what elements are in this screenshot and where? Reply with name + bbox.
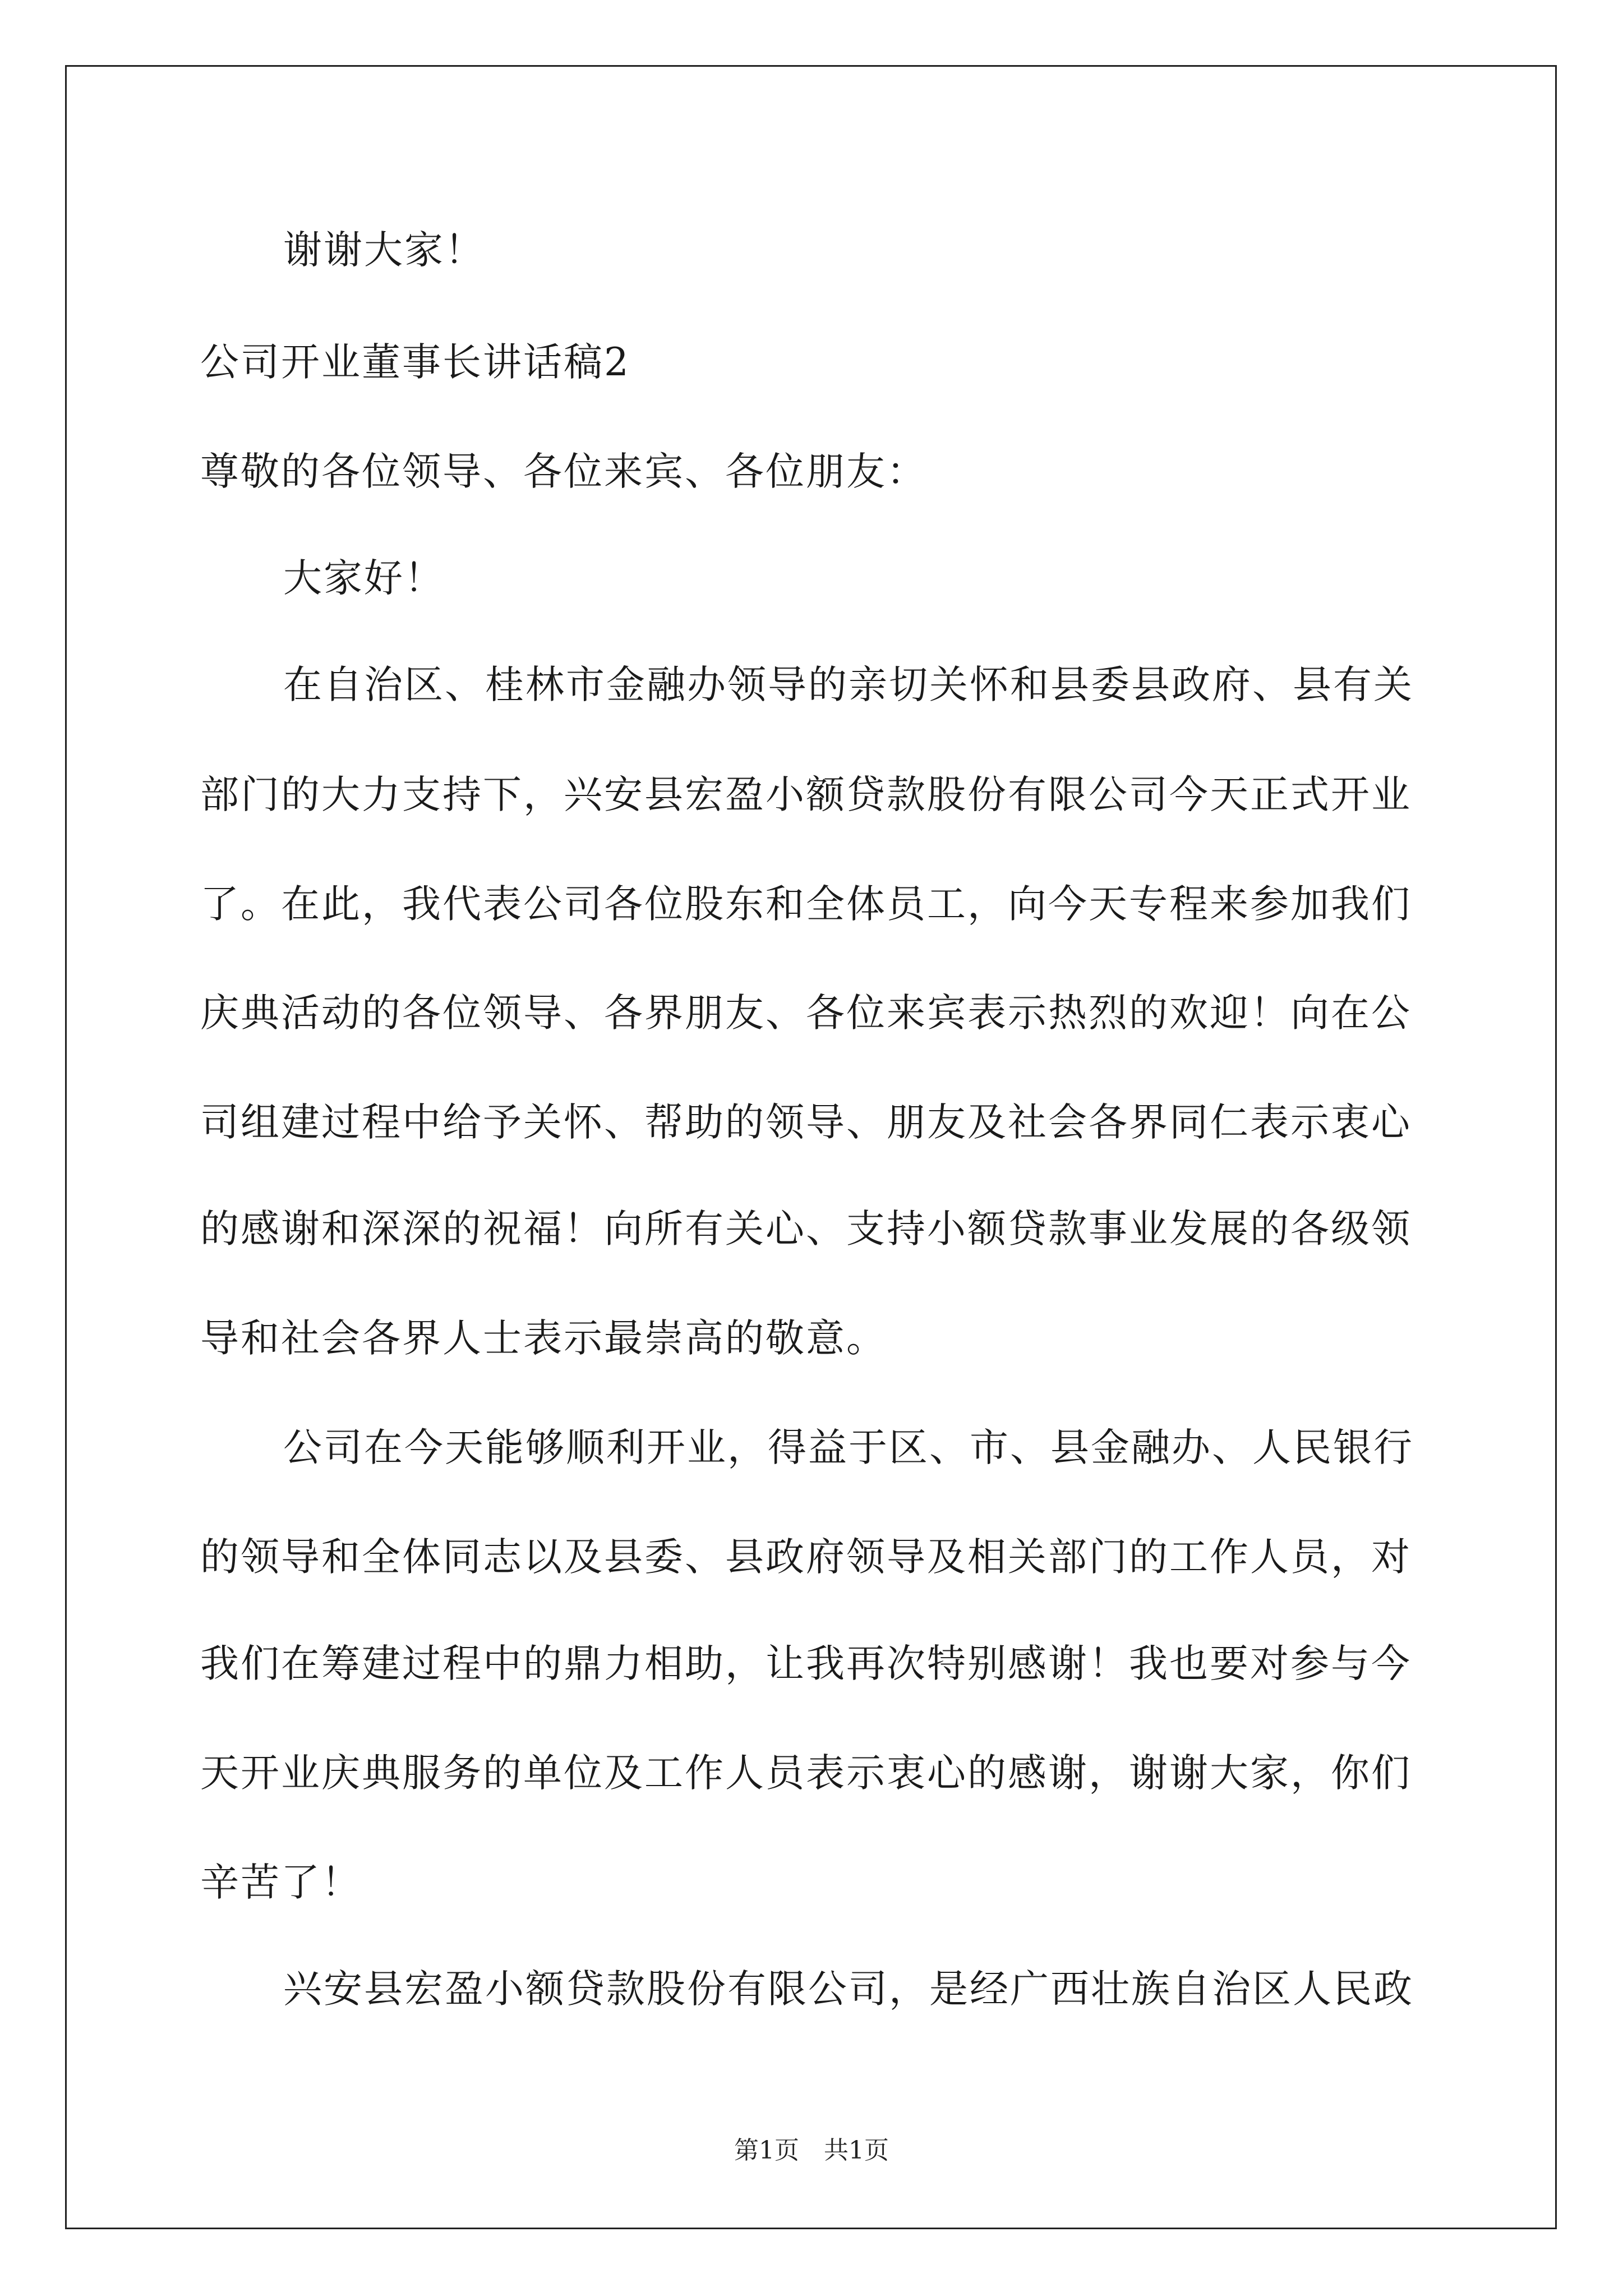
greeting: 大家好！ — [283, 556, 445, 601]
paragraph-1-line-5: 司组建过程中给予关怀、帮助的领导、朋友及社会各界同仁表示衷心 — [200, 1100, 1412, 1145]
paragraph-2-line-4: 天开业庆典服务的单位及工作人员表示衷心的感谢，谢谢大家，你们 — [200, 1751, 1412, 1796]
paragraph-2-line-1: 公司在今天能够顺利开业，得益于区、市、县金融办、人民银行 — [283, 1425, 1414, 1470]
paragraph-1-line-6: 的感谢和深深的祝福！向所有关心、支持小额贷款事业发展的各级领 — [200, 1207, 1412, 1251]
closing-thanks: 谢谢大家！ — [283, 228, 485, 273]
salutation: 尊敬的各位领导、各位来宾、各位朋友： — [200, 449, 927, 494]
paragraph-2-line-5: 辛苦了！ — [200, 1860, 362, 1905]
document-title: 公司开业董事长讲话稿2 — [200, 340, 630, 385]
paragraph-3-line-1: 兴安县宏盈小额贷款股份有限公司，是经广西壮族自治区人民政 — [283, 1967, 1414, 2012]
paragraph-1-line-1: 在自治区、桂林市金融办领导的亲切关怀和县委县政府、县有关 — [283, 662, 1414, 707]
paragraph-2-line-3: 我们在筹建过程中的鼎力相助，让我再次特别感谢！我也要对参与今 — [200, 1641, 1412, 1686]
paragraph-1-line-3: 了。在此，我代表公司各位股东和全体员工，向今天专程来参加我们 — [200, 882, 1412, 927]
paragraph-1-line-4: 庆典活动的各位领导、各界朋友、各位来宾表示热烈的欢迎！向在公 — [200, 991, 1412, 1036]
paragraph-1-line-2: 部门的大力支持下，兴安县宏盈小额贷款股份有限公司今天正式开业 — [200, 772, 1412, 817]
paragraph-2-line-2: 的领导和全体同志以及县委、县政府领导及相关部门的工作人员，对 — [200, 1535, 1412, 1580]
paragraph-1-line-7: 导和社会各界人士表示最崇高的敬意。 — [200, 1316, 887, 1361]
page-number-footer: 第1页 共1页 — [734, 2136, 889, 2165]
